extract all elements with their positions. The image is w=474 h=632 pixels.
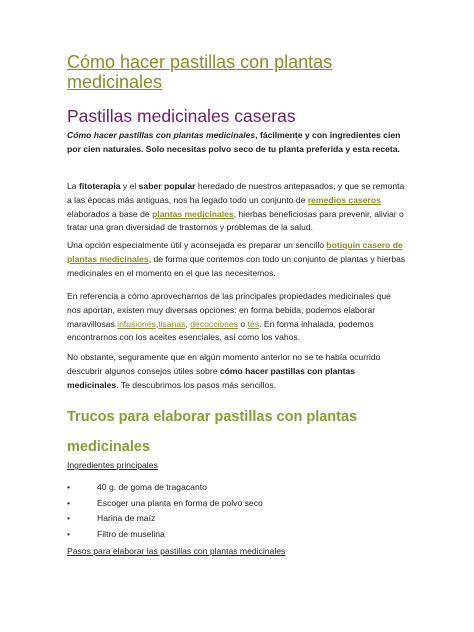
- text: En referencia a cómo aprovecharnos de las principales propiedades medicinales que nos aportan, existen muy diversas opciones: en forma bebida, podemos elaborar maravillosas: [67, 291, 391, 329]
- list-item: [67, 511, 263, 527]
- lead-rest: , fácilmente y con ingredientes cien por cien naturales. Solo necesitas polvo seco de tu planta preferida y esta receta.: [67, 130, 401, 154]
- paragraph-fitoterapia: [67, 180, 407, 235]
- link-decocciones[interactable]: decocciones: [190, 318, 239, 329]
- list-item: [67, 527, 263, 543]
- text: La: [67, 181, 79, 191]
- text: y el: [120, 181, 139, 191]
- ingredient-text: Escoger una planta en forma de polvo seco: [97, 497, 263, 508]
- section-heading-trucos: Trucos para elaborar pastillas con plantas medicinales: [67, 409, 358, 455]
- steps-heading: Pasos para elaborar las pastillas con plantas medicinales: [67, 546, 286, 556]
- lead-paragraph: [67, 129, 407, 157]
- bold-term: fitoterapia: [78, 181, 121, 191]
- text: No obstante, seguramente que en algún momento anterior no se te había ocurrido descubrir algunos consejos útiles sobre: [67, 352, 381, 376]
- text: , de forma que contemos con todo un conjunto de plantas y hierbas medicinales en el momento en el que las necesitemos.: [67, 253, 406, 278]
- section-heading-pastillas: Pastillas medicinales caseras: [67, 106, 296, 126]
- list-item: [67, 496, 263, 512]
- link-plantas-medicinales[interactable]: plantas medicinales: [152, 208, 234, 219]
- paragraph-botiquin: [67, 239, 407, 280]
- text: . En forma inhalada, podemos encontrarnos con los aceites esenciales, así como los vahos.: [67, 318, 374, 343]
- text: ,: [185, 318, 191, 329]
- bold-term: cómo hacer pastillas con plantas medicinales: [67, 365, 356, 390]
- bullet: •: [67, 513, 71, 523]
- paragraph-opciones: [67, 290, 407, 345]
- text: o: [238, 318, 248, 329]
- ingredient-text: Filtro de muselina: [97, 528, 165, 539]
- text: elaborados a base de: [67, 208, 153, 219]
- text: ,: [155, 318, 159, 329]
- text: , hierbas beneficiosas para prevenir, aliviar o tratar una gran diversidad de trastornos y problemas de la salud.: [67, 208, 404, 233]
- link-botiquin-casero[interactable]: botiquín casero de plantas medicinales: [67, 240, 403, 264]
- bullet: •: [67, 482, 71, 492]
- paragraph-consejos: [67, 351, 407, 392]
- link-infusiones[interactable]: infusiones: [117, 318, 156, 329]
- list-item: [67, 480, 263, 496]
- bold-term: saber popular: [138, 181, 196, 191]
- lead-italic: Cómo hacer pastillas con plantas medicinales: [67, 130, 256, 140]
- text: heredado de nuestros antepasados, y que se remonta a las épocas más antiguas, nos ha legado todo un conjunto de: [67, 181, 405, 205]
- link-tisanas[interactable]: tisanas: [158, 318, 186, 329]
- ingredient-text: Harina de maíz: [97, 513, 156, 523]
- link-tes[interactable]: tés: [247, 318, 260, 329]
- text: Una opción especialmente útil y aconsejada es preparar un sencillo: [67, 240, 327, 250]
- text: . Te descubrimos los pasos más sencillos.: [116, 379, 277, 390]
- bullet: •: [67, 497, 71, 508]
- page-title[interactable]: Cómo hacer pastillas con plantas medicinales: [67, 52, 333, 92]
- bullet: •: [67, 528, 71, 539]
- link-remedios-caseros[interactable]: remedios caseros: [307, 194, 381, 205]
- ingredient-text: 40 g. de goma de tragacanto: [97, 482, 207, 492]
- ingredients-list: [67, 480, 263, 542]
- ingredients-heading: Ingredientes principales: [67, 460, 158, 470]
